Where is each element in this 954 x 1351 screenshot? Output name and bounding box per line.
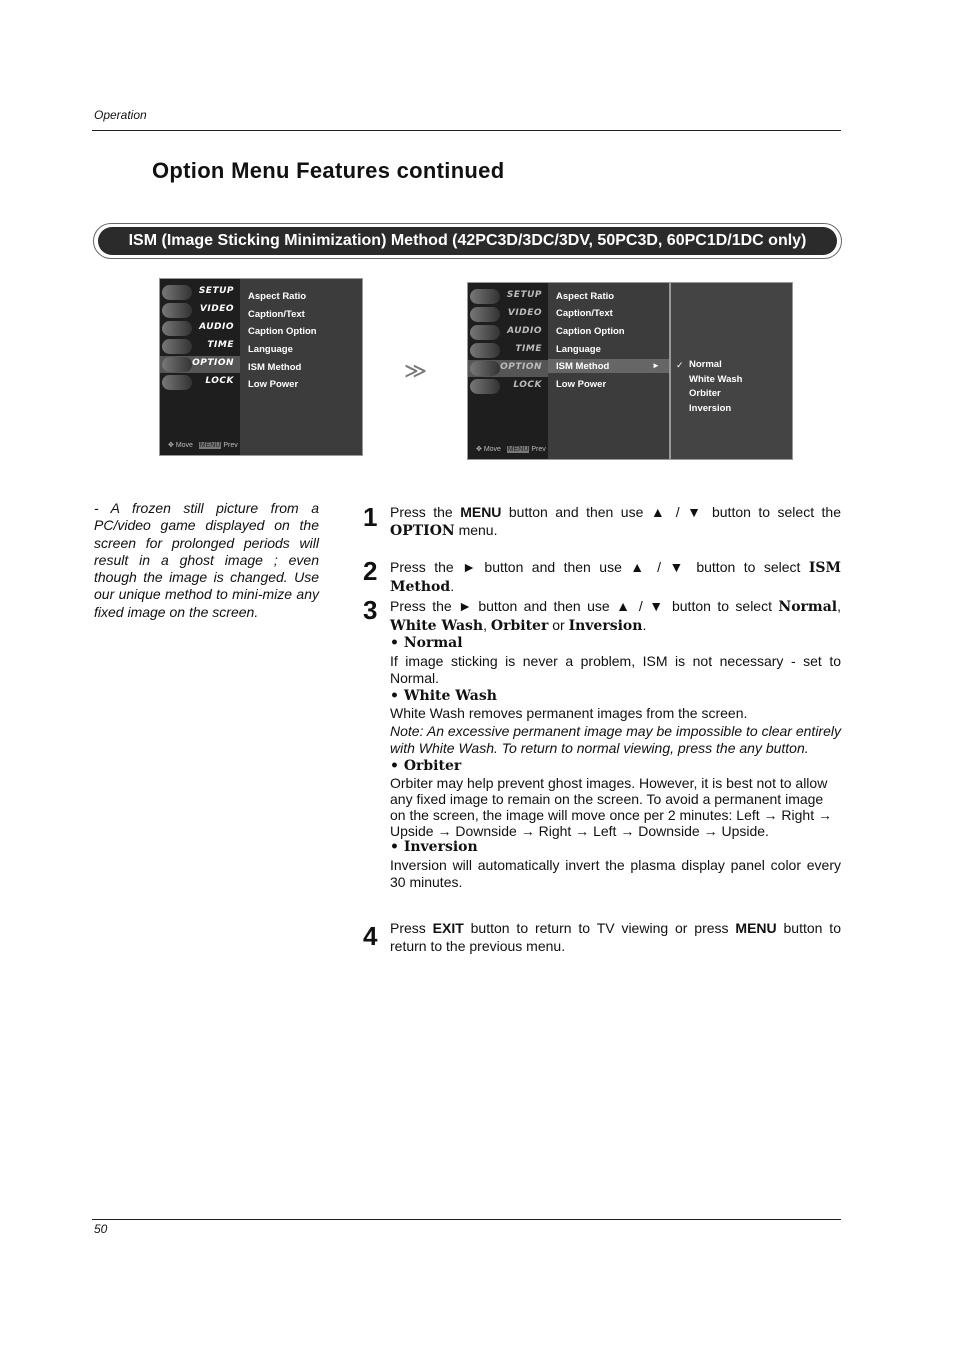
submenu-item-normal: Normal — [689, 359, 722, 370]
tab-time: TIME — [160, 338, 240, 355]
submenu-item-orbiter: Orbiter — [689, 388, 721, 399]
step-number-3: 3 — [363, 595, 378, 625]
menu-item-low-power: Low Power — [556, 379, 607, 390]
menu-item-language: Language — [556, 344, 601, 355]
section-banner — [93, 223, 842, 259]
menu-items — [548, 283, 669, 459]
option-icon — [162, 357, 192, 372]
menu-item-ism-method: ISM Method — [556, 361, 610, 372]
option-menu-screenshot-2 — [467, 282, 793, 460]
lock-icon — [162, 375, 192, 390]
step-4: Press EXIT button to return to TV viewing or press MENU button to return to the previous menu. — [390, 920, 841, 954]
menu-key: MENU — [199, 442, 221, 449]
menu-footer: ✥ Move MENU Prev — [476, 446, 546, 453]
menu-item-caption-text: Caption/Text — [556, 308, 613, 319]
option-menu-screenshot-1 — [159, 278, 363, 456]
orbiter-heading: • Orbiter — [390, 757, 462, 774]
ism-submenu — [669, 283, 792, 459]
step-3 — [390, 598, 841, 892]
side-note: - A frozen still picture from a PC/video game displayed on the screen for prolonged periods will result in a ghost image ; even though the image is changed. Use our unique method to mini-mize any fixed image on the screen. — [94, 500, 319, 620]
header-rule — [92, 130, 841, 131]
inversion-text: Inversion will automatically invert the plasma display panel color every 30 minutes. — [390, 856, 841, 890]
move-icon: ✥ — [168, 442, 174, 449]
time-icon — [162, 339, 192, 354]
menu-item-low-power: Low Power — [248, 379, 299, 390]
step-number-1: 1 — [363, 502, 378, 532]
menu-tabs — [468, 283, 548, 459]
step-number-4: 4 — [363, 921, 378, 951]
menu-key: MENU — [507, 446, 529, 453]
audio-icon — [162, 321, 192, 336]
tab-video: VIDEO — [160, 302, 240, 319]
white-wash-note: Note: An excessive permanent image may be impossible to clear entirely with White Wash. To return to normal viewing, press the any button. — [390, 722, 841, 756]
submenu-item-white-wash: White Wash — [689, 374, 743, 385]
step-number-2: 2 — [363, 556, 378, 586]
section-label: Operation — [94, 108, 147, 122]
menu-item-ism-method: ISM Method — [248, 362, 302, 373]
page-title: Option Menu Features continued — [152, 158, 505, 183]
menu-item-aspect-ratio: Aspect Ratio — [556, 291, 615, 302]
menu-item-language: Language — [248, 344, 293, 355]
setup-icon — [470, 289, 500, 304]
tab-option: OPTION — [468, 360, 548, 377]
menu-item-caption-option: Caption Option — [248, 326, 317, 337]
orbiter-text: Orbiter may help prevent ghost images. However, it is best not to allow any fixed image to remain on the screen. To avoid a permanent image on the screen, the image will move once per 2 minutes: Left → Right → Upside → Downside → Right → Left → Downside → Upside. — [390, 775, 832, 839]
tab-lock: LOCK — [468, 378, 548, 395]
menu-items — [240, 279, 362, 455]
submenu-item-inversion: Inversion — [689, 403, 732, 414]
tab-audio: AUDIO — [160, 320, 240, 337]
menu-item-caption-text: Caption/Text — [248, 309, 305, 320]
tab-setup: SETUP — [160, 284, 240, 301]
lock-icon — [470, 379, 500, 394]
time-icon — [470, 343, 500, 358]
tab-audio: AUDIO — [468, 324, 548, 341]
white-wash-text: White Wash removes permanent images from the screen. — [390, 705, 748, 721]
step-2: Press the ► button and then use ▲ / ▼ button to select ISM Method. — [390, 559, 841, 595]
tab-time: TIME — [468, 342, 548, 359]
white-wash-heading: • White Wash — [390, 687, 497, 704]
tab-setup: SETUP — [468, 288, 548, 305]
video-icon — [470, 307, 500, 322]
setup-icon — [162, 285, 192, 300]
banner-text: ISM (Image Sticking Minimization) Method (42PC3D/3DC/3DV, 50PC3D, 60PC1D/1DC only) — [98, 227, 837, 255]
tab-video: VIDEO — [468, 306, 548, 323]
menu-footer: ✥ Move MENU Prev — [168, 442, 238, 449]
next-arrow-icon: ≫ — [404, 358, 428, 383]
option-icon — [470, 361, 500, 376]
menu-item-aspect-ratio: Aspect Ratio — [248, 291, 307, 302]
submenu-arrow-icon: ► — [652, 361, 660, 370]
tab-option: OPTION — [160, 356, 240, 373]
check-icon: ✓ — [676, 360, 684, 370]
footer-rule — [92, 1219, 841, 1220]
move-icon: ✥ — [476, 446, 482, 453]
video-icon — [162, 303, 192, 318]
inversion-heading: • Inversion — [390, 839, 478, 855]
normal-text: If image sticking is never a problem, ISM is not necessary - set to Normal. — [390, 652, 841, 686]
audio-icon — [470, 325, 500, 340]
tab-lock: LOCK — [160, 374, 240, 391]
menu-item-caption-option: Caption Option — [556, 326, 625, 337]
step-1: Press the MENU button and then use ▲ / ▼ button to select the OPTION menu. — [390, 504, 842, 539]
menu-tabs — [160, 279, 240, 455]
normal-heading: • Normal — [390, 635, 463, 651]
step-3-intro: Press the ► button and then use ▲ / ▼ button to select Normal, White Wash, Orbiter or Inversion. — [390, 598, 841, 634]
page-number: 50 — [94, 1222, 108, 1236]
